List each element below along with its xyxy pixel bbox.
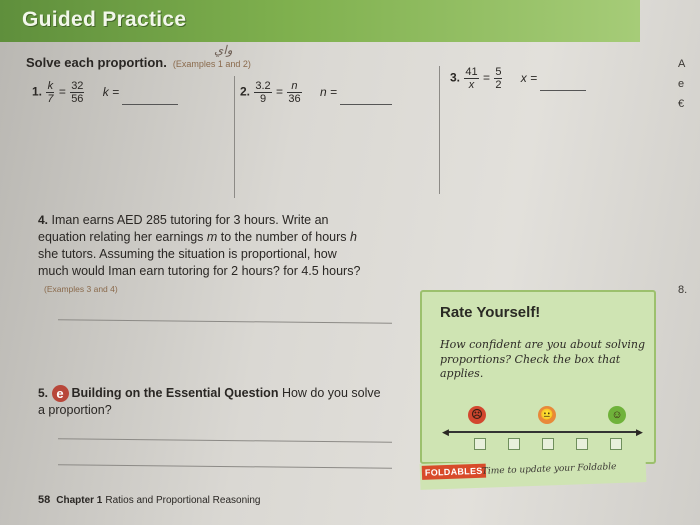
problem-5: 5. e Building on the Essential Question How do you solve a proportion?	[38, 386, 381, 418]
problem-number: 3.	[450, 70, 461, 85]
page-number: 58	[38, 494, 51, 506]
answer-label: x =	[520, 70, 538, 85]
section-banner	[0, 0, 640, 42]
equals-sign: =	[276, 84, 284, 99]
happy-face-icon: ☺	[608, 406, 626, 424]
problem-3	[450, 66, 586, 91]
arrow-right-icon: ▶	[636, 427, 643, 437]
chapter-title: Ratios and Proportional Reasoning	[105, 495, 261, 506]
problem-1	[32, 80, 178, 105]
rate-yourself-text: How confident are you about solving proportions? Check the box that applies.	[440, 338, 645, 380]
problem-2	[240, 80, 392, 105]
problem-4: 4. Iman earns AED 285 tutoring for 3 hours. Write an equation relating her earnings m to the number of hours h she tutors. Assuming the situation is proportional, how much would Iman earn tutoring for 2 hours? for 4.5 hours? (Examples 3 and 4)	[38, 213, 361, 294]
fraction-left: $\frac{41}{x}$	[465, 66, 478, 91]
arrow-left-icon: ◀	[442, 427, 449, 437]
margin-fragment: €	[678, 98, 685, 110]
answer-label: n =	[319, 84, 337, 99]
fraction-left: $\frac{3.2}{9}$	[255, 80, 271, 105]
equals-sign: =	[482, 70, 490, 85]
answer-blank[interactable]	[540, 90, 586, 91]
answer-line[interactable]	[58, 319, 392, 323]
instructions-ref: (Examples 1 and 2)	[172, 59, 251, 69]
section-title: Guided Practice	[22, 8, 187, 31]
page-footer	[38, 494, 260, 506]
neutral-face-icon: 😐	[538, 406, 556, 424]
sad-face-icon: ☹	[468, 406, 486, 424]
problem-title: Building on the Essential Question	[71, 386, 279, 400]
rating-checkbox[interactable]	[508, 438, 520, 450]
rate-yourself-title: Rate Yourself!	[440, 304, 541, 321]
rating-checkbox[interactable]	[542, 438, 554, 450]
foldables-text: Time to update your Foldable	[481, 462, 617, 477]
problem-number: 4.	[38, 213, 49, 227]
foldables-badge: FOLDABLES	[422, 464, 486, 480]
problem-number: 2.	[240, 84, 251, 99]
fraction-right: $\frac{n}{36}$	[288, 80, 301, 105]
problem-number: 5.	[38, 386, 49, 400]
instructions	[26, 55, 251, 70]
problem-number: 1.	[32, 84, 43, 99]
rating-checkbox[interactable]	[474, 438, 486, 450]
column-divider	[439, 66, 440, 194]
margin-fragment: 8.	[678, 284, 688, 296]
answer-label: k =	[102, 84, 120, 99]
answer-line[interactable]	[58, 438, 392, 442]
problem-ref: (Examples 3 and 4)	[44, 284, 118, 294]
answer-blank[interactable]	[340, 104, 392, 105]
margin-fragment: A	[678, 58, 686, 70]
essential-question-icon: e	[52, 385, 69, 402]
answer-line[interactable]	[58, 464, 392, 468]
fraction-left: $\frac{k}{7}$	[47, 80, 54, 105]
fraction-right: $\frac{32}{56}$	[71, 80, 84, 105]
rating-checkbox[interactable]	[610, 438, 622, 450]
rating-checkbox[interactable]	[576, 438, 588, 450]
rate-yourself-box	[420, 290, 656, 464]
column-divider	[234, 76, 235, 198]
handwritten-scribble: واي	[214, 43, 233, 57]
margin-fragment: e	[678, 78, 685, 90]
answer-blank[interactable]	[122, 104, 178, 105]
instructions-text: Solve each proportion.	[26, 55, 167, 70]
chapter-label: Chapter 1	[56, 495, 103, 506]
confidence-scale	[446, 431, 640, 433]
fraction-right: $\frac{5}{2}$	[495, 66, 502, 91]
equals-sign: =	[58, 84, 66, 99]
